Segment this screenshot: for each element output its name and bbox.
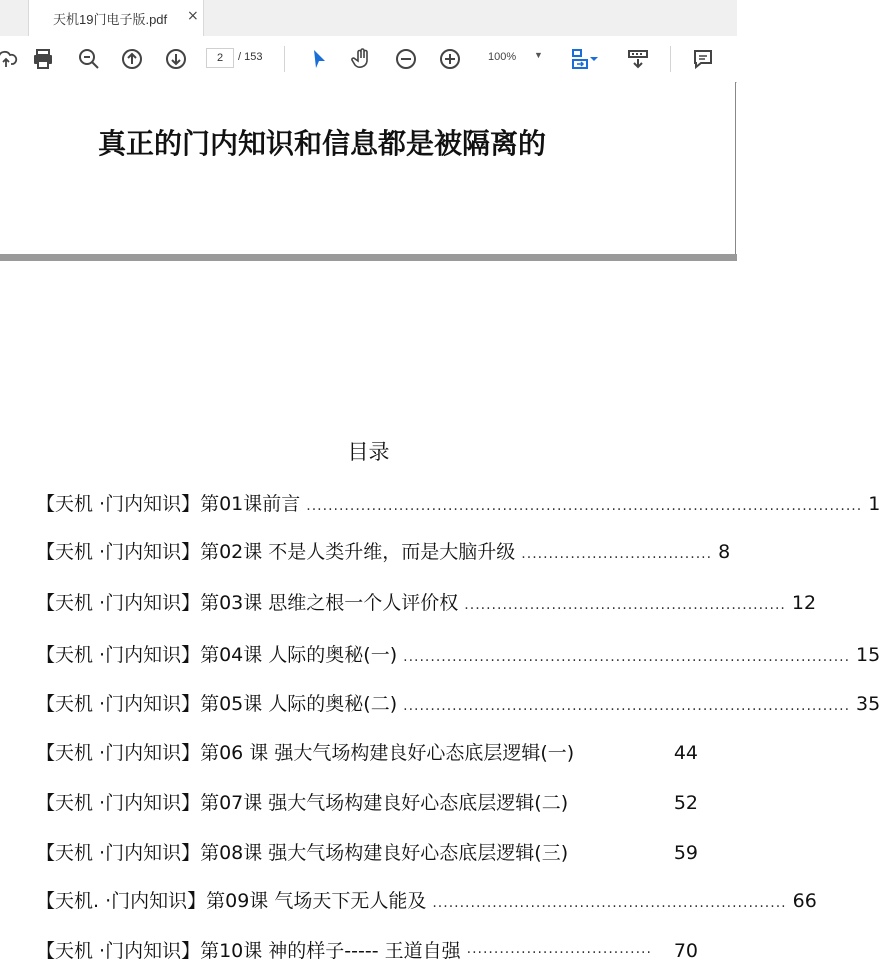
toc-entry-title: 【天机 ·门内知识】第02课 不是人类升维，而是大脑升级 [36, 541, 516, 563]
hand-tool-icon[interactable] [348, 46, 376, 72]
toc-entry-leader: ·································· [466, 945, 652, 961]
zoom-dropdown[interactable] [480, 48, 550, 68]
toc-entry-title: 【天机 ·门内知识】第10课 神的样子----- 王道自强 [36, 940, 461, 962]
toc-title: 目录 [347, 440, 390, 464]
toc-entry-title: 【天机 ·门内知识】第06 课 强大气场构建良好心态底层逻辑(一) [36, 742, 575, 764]
toc-entry-leader: .................................................................................. [403, 649, 851, 665]
tab-title: 天机19门电子版.pdf [53, 12, 168, 27]
toc-entry-page: 12 [791, 592, 817, 614]
toolbar [0, 36, 737, 83]
page-total: / 153 [238, 51, 263, 63]
toc-entry-title: 【天机 ·门内知识】第07课 强大气场构建良好心态底层逻辑(二) [36, 792, 569, 814]
toc-entry[interactable] [36, 738, 698, 768]
toc-entry-page: 66 [792, 890, 817, 912]
page-title: 真正的门内知识和信息都是被隔离的 [98, 127, 547, 160]
comment-icon[interactable] [689, 46, 717, 72]
page-down-icon[interactable] [162, 46, 190, 72]
toc-entry[interactable] [36, 838, 698, 868]
chevron-down-icon: ▼ [534, 50, 543, 60]
toc-entry[interactable] [36, 489, 880, 519]
close-tab-icon[interactable]: × [187, 8, 199, 24]
toc-entry-page: 35 [856, 693, 880, 715]
page-number-input[interactable]: 2 [206, 48, 234, 68]
zoom-in-icon[interactable] [436, 46, 464, 72]
toc-entry-page: 44 [673, 742, 698, 764]
toc-entry[interactable] [36, 936, 698, 966]
toc-entry-title: 【天机 ·门内知识】第03课 思维之根一个人评价权 [36, 592, 459, 614]
toc-entry-page: 59 [673, 842, 698, 864]
toc-entry-page: 52 [673, 792, 698, 814]
toc-entry[interactable] [36, 788, 698, 818]
read-mode-icon[interactable] [624, 46, 652, 72]
zoom-out-search-icon[interactable] [75, 46, 103, 72]
page-gap [0, 254, 737, 261]
page-up-icon[interactable] [118, 46, 146, 72]
toc-entry-page: 70 [673, 940, 698, 962]
toc-entry-title: 【天机 ·门内知识】第08课 强大气场构建良好心态底层逻辑(三) [36, 842, 569, 864]
toc-entry-page: 1 [868, 493, 880, 515]
select-cursor-icon[interactable] [305, 46, 333, 72]
document-tab[interactable] [28, 0, 204, 36]
print-icon[interactable] [29, 46, 57, 72]
toc-entry[interactable] [36, 886, 817, 916]
toc-entry-leader: ........................................................... [464, 597, 786, 613]
toc-entry-title: 【天机 ·门内知识】第05课 人际的奥秘(二) [36, 693, 398, 715]
toolbar-divider [284, 46, 285, 72]
toc-entry-page: 15 [856, 644, 880, 666]
toc-entry[interactable] [36, 537, 731, 567]
zoom-value: 100% [488, 51, 517, 63]
toolbar-divider [670, 46, 671, 72]
toc-entry-leader: ................................................................. [432, 895, 787, 911]
pdf-page-2 [0, 261, 880, 975]
zoom-out-icon[interactable] [392, 46, 420, 72]
tab-bar [0, 0, 737, 37]
toc-entry-title: 【天机. ·门内知识】第09课 气场天下无人能及 [36, 890, 427, 912]
pdf-page-1 [0, 82, 736, 254]
toc-entry[interactable] [36, 689, 880, 719]
cloud-upload-icon[interactable] [0, 46, 20, 72]
toc-entry-title: 【天机 ·门内知识】第01课前言 [36, 493, 301, 515]
toc-entry-leader: ...................................................................................................... [306, 498, 863, 514]
toc-entry-page: 8 [718, 541, 731, 563]
chevron-down-icon[interactable] [588, 46, 600, 72]
toc-entry-leader: .................................................................................. [403, 698, 851, 714]
toc-entry[interactable] [36, 588, 817, 618]
toc-entry[interactable] [36, 640, 880, 670]
toc-entry-leader: ................................... [521, 546, 713, 562]
toc-entry-title: 【天机 ·门内知识】第04课 人际的奥秘(一) [36, 644, 398, 666]
